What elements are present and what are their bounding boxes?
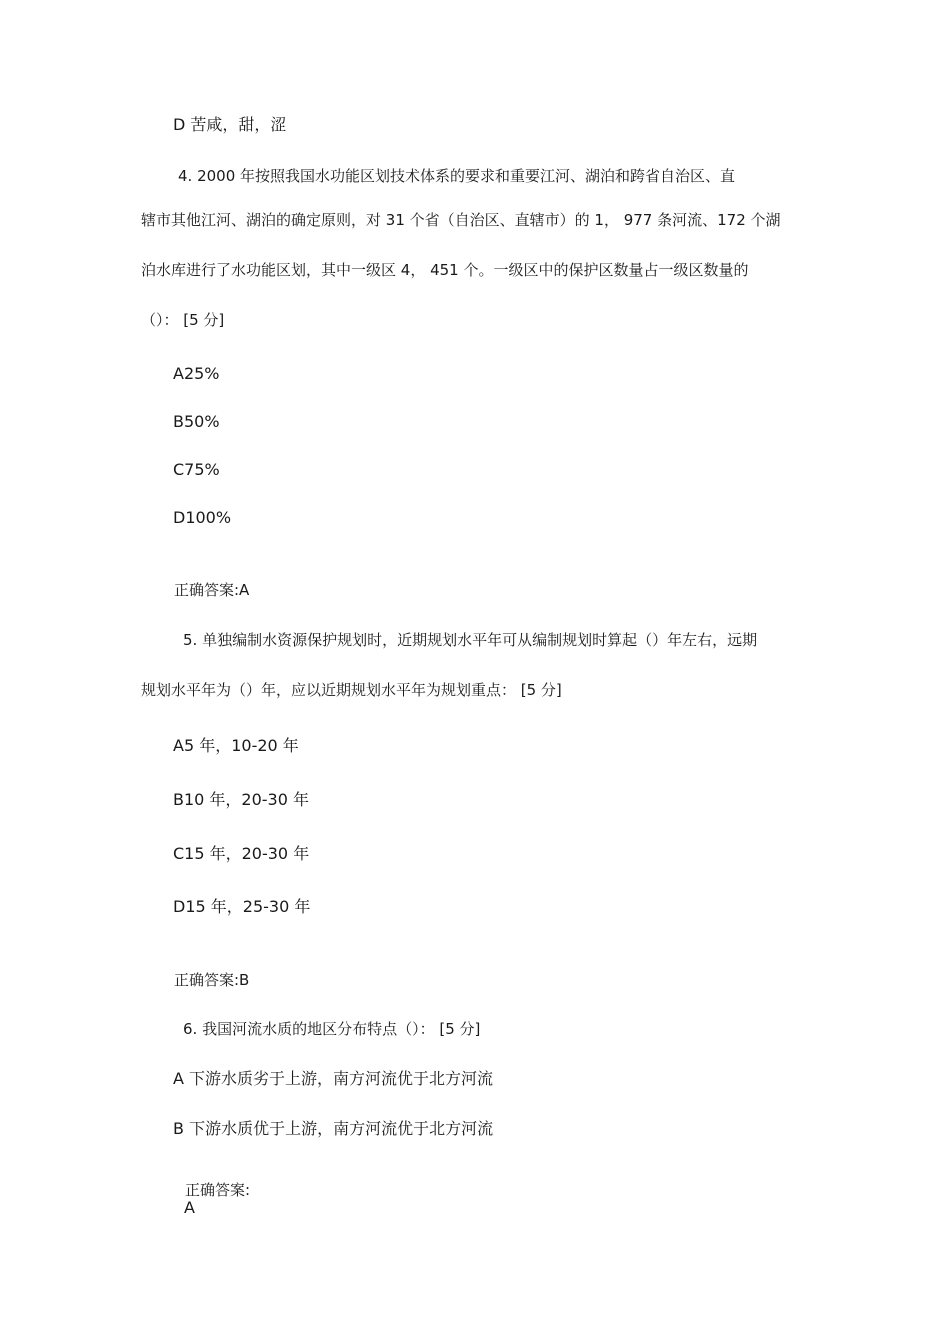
question-6-option-b: B 下游水质优于上游，南方河流优于北方河流: [173, 1119, 494, 1138]
question-4-line-1: 4. 2000 年按照我国水功能区划技术体系的要求和重要江河、湖泊和跨省自治区、直: [178, 167, 736, 185]
question-6-line-1: 6. 我国河流水质的地区分布特点（）： [5 分]: [183, 1020, 481, 1038]
question-6-answer-value: A: [184, 1198, 195, 1217]
question-4-answer: 正确答案:A: [174, 581, 250, 599]
question-5-answer: 正确答案:B: [174, 971, 250, 989]
question-4-option-a: A25%: [173, 364, 220, 383]
question-5-option-a: A5 年，10-20 年: [173, 736, 299, 755]
question-6-option-a: A 下游水质劣于上游，南方河流优于北方河流: [173, 1069, 494, 1088]
question-5-option-d: D15 年，25-30 年: [173, 897, 311, 916]
question-4-option-b: B50%: [173, 412, 220, 431]
question-4-option-c: C75%: [173, 460, 220, 479]
question-4-option-d: D100%: [173, 508, 232, 527]
question-6-answer-label: 正确答案:: [185, 1181, 251, 1199]
question-4-line-3: 泊水库进行了水功能区划，其中一级区 4， 451 个。一级区中的保护区数量占一级区数量的: [141, 261, 749, 279]
question-4-line-2: 辖市其他江河、湖泊的确定原则，对 31 个省（自治区、直辖市）的 1， 977 条河流、172 个湖: [141, 211, 781, 229]
question-5-option-c: C15 年，20-30 年: [173, 844, 310, 863]
question-4-line-4: （）： [5 分]: [141, 311, 225, 329]
question-5-option-b: B10 年，20-30 年: [173, 790, 310, 809]
question-5-line-2: 规划水平年为（）年，应以近期规划水平年为规划重点： [5 分]: [141, 681, 562, 699]
question-5-line-1: 5. 单独编制水资源保护规划时，近期规划水平年可从编制规划时算起（）年左右，远期: [183, 631, 758, 649]
prev-option-d: D 苦咸，甜，涩: [173, 115, 287, 134]
